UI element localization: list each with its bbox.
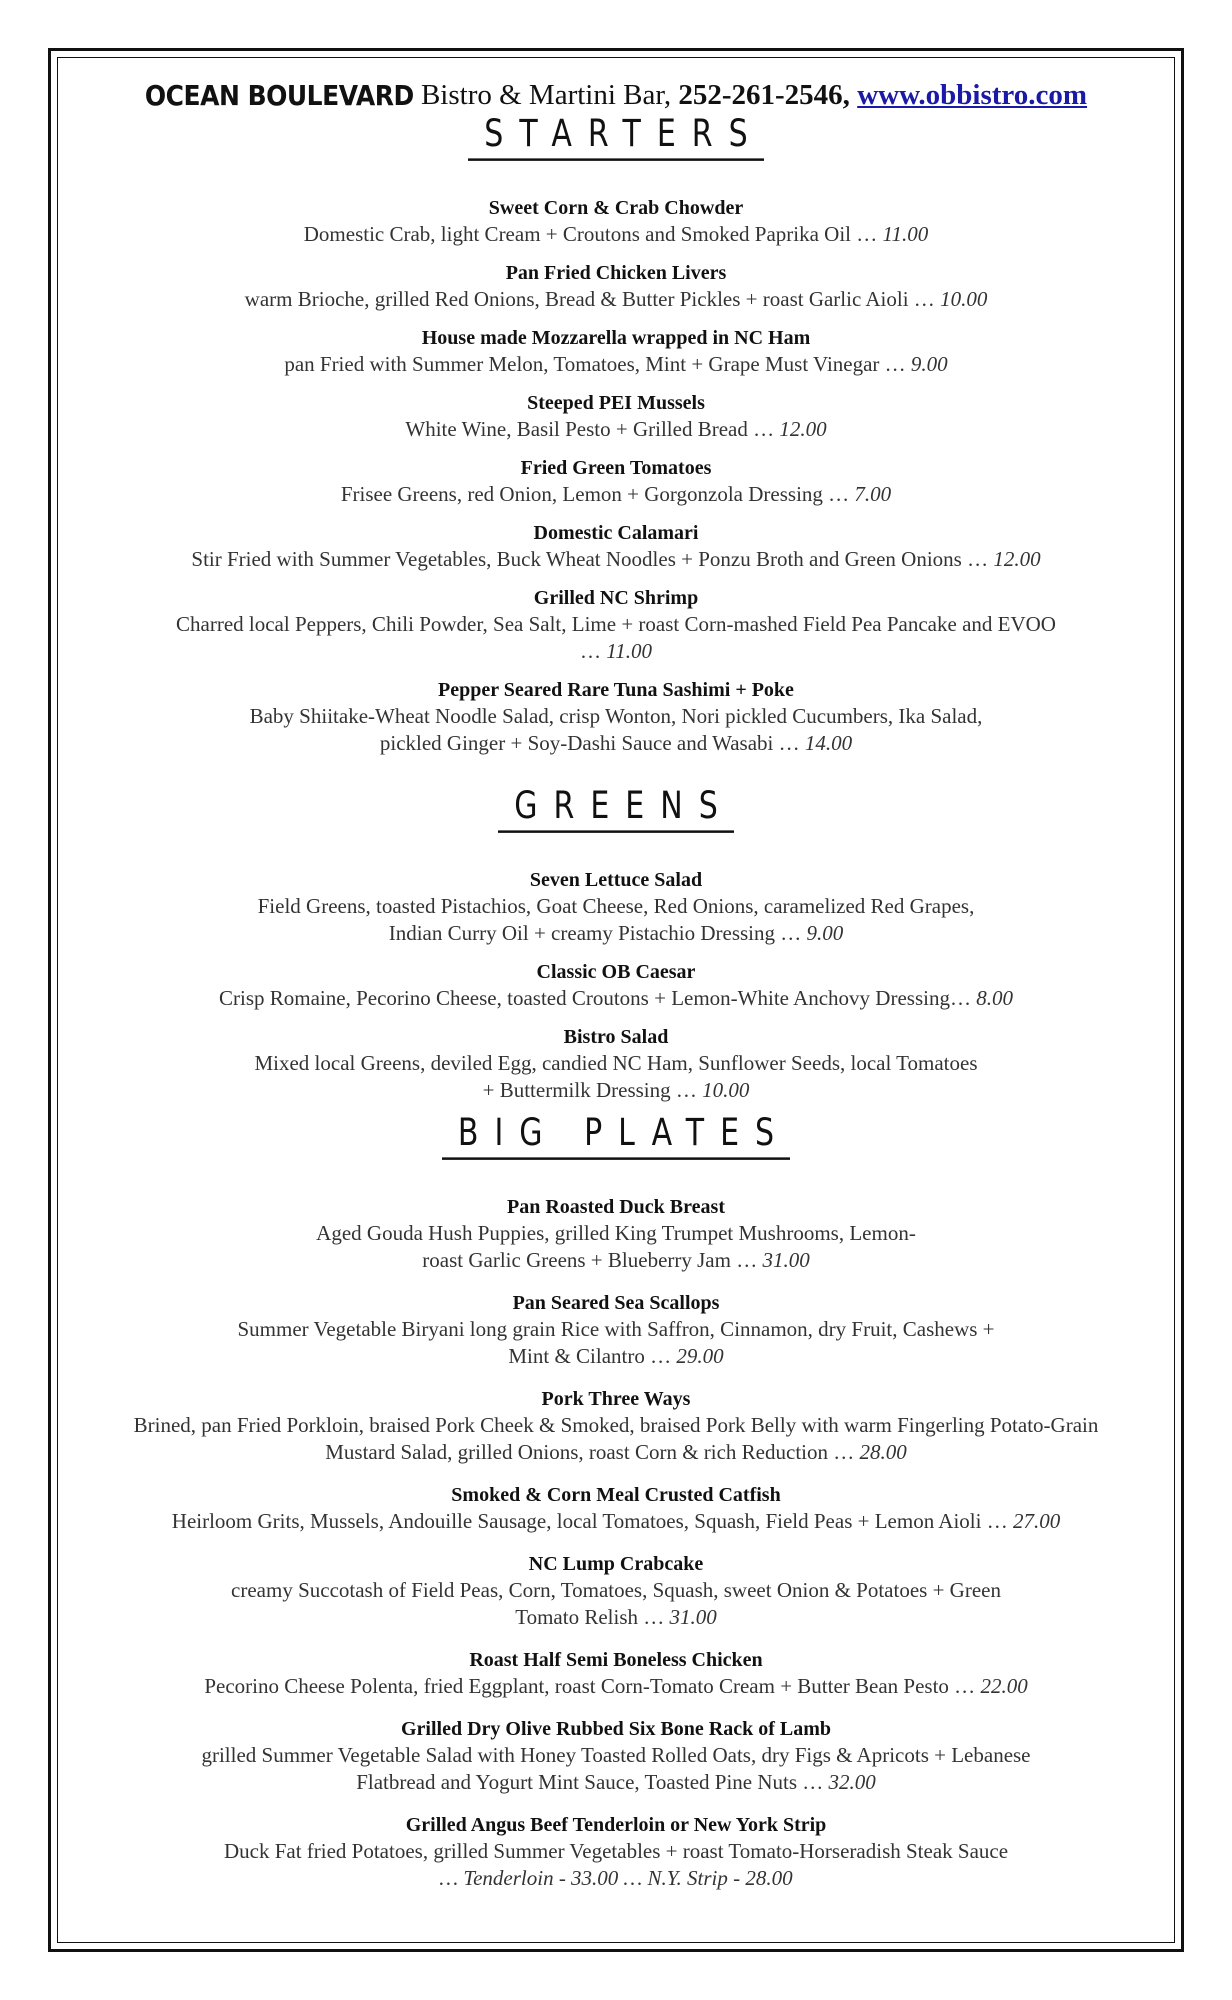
menu-item-price: 9.00 [806, 921, 844, 945]
menu-item [70, 867, 1162, 947]
menu-item-description [296, 1220, 936, 1274]
menu-item-price: 7.00 [854, 482, 892, 506]
menu-item-desc-text: Field Greens, toasted Pistachios, Goat Cheese, Red Onions, caramelized Red Grapes, Indian Curry Oil + creamy Pistachio Dressing … [257, 894, 975, 945]
menu-item-name: Steeped PEI Mussels [527, 392, 705, 414]
menu-item-desc-text: Stir Fried with Summer Vegetables, Buck Wheat Noodles + Ponzu Broth and Green Onions … [191, 547, 994, 571]
menu-item-description [70, 1508, 1162, 1535]
menu-item-desc-text: Summer Vegetable Biryani long grain Rice with Saffron, Cinnamon, dry Fruit, Cashews + Mint & Cilantro … [237, 1317, 995, 1368]
restaurant-name: OCEAN BOULEVARD [144, 79, 414, 112]
menu-item-name: Sweet Corn & Crab Chowder [488, 197, 744, 219]
section-greens [70, 784, 1162, 1104]
menu-item [70, 455, 1162, 508]
starters-list [70, 195, 1162, 757]
menu-item [70, 260, 1162, 313]
menu-item-desc-text: Pecorino Cheese Polenta, fried Eggplant, roast Corn-Tomato Cream + Butter Bean Pesto … [204, 1674, 981, 1698]
menu-item-desc-text: Aged Gouda Hush Puppies, grilled King Trumpet Mushrooms, Lemon-roast Garlic Greens + Blueberry Jam … [316, 1221, 916, 1272]
menu-item-price: 12.00 [779, 417, 827, 441]
section-title-starters: STARTERS [468, 112, 763, 161]
menu-item-name: Bistro Salad [563, 1026, 669, 1048]
menu-item-description [236, 703, 996, 757]
menu-item [70, 520, 1162, 573]
menu-item-desc-text: Brined, pan Fried Porkloin, braised Pork Cheek & Smoked, braised Pork Belly with warm Fingerling Potato-Grain Mustard Salad, grilled Onions, roast Corn & rich Reduction … [133, 1413, 1099, 1464]
menu-item-description [186, 1742, 1046, 1796]
menu-item-desc-text: Duck Fat fried Potatoes, grilled Summer Vegetables + roast Tomato-Horseradish Steak Sauce [223, 1839, 1009, 1863]
menu-item-desc-text: Crisp Romaine, Pecorino Cheese, toasted Croutons + Lemon-White Anchovy Dressing… [219, 986, 977, 1010]
menu-content [70, 70, 1162, 1908]
menu-item-price: 27.00 [1012, 1509, 1061, 1533]
menu-item-name: Pepper Seared Rare Tuna Sashimi + Poke [438, 679, 794, 701]
menu-item-name: Smoked & Corn Meal Crusted Catfish [451, 1484, 781, 1506]
phone-number: 252-261-2546, [678, 79, 858, 111]
menu-item [70, 325, 1162, 378]
menu-item-name: Pan Roasted Duck Breast [507, 1196, 725, 1218]
section-starters [70, 112, 1162, 757]
menu-item-name: Classic OB Caesar [536, 961, 696, 983]
menu-item-name: Roast Half Semi Boneless Chicken [469, 1649, 763, 1671]
menu-item-description [236, 1316, 996, 1370]
menu-item-price: 28.00 [859, 1440, 907, 1464]
restaurant-subtitle: Bistro & Martini Bar, [413, 79, 679, 111]
menu-item-description [246, 1050, 986, 1104]
menu-item [70, 1024, 1162, 1104]
menu-item [70, 677, 1162, 757]
restaurant-header [70, 76, 1162, 115]
menu-item-name: Grilled Angus Beef Tenderloin or New York Strip [405, 1814, 827, 1836]
menu-item-name: Pan Seared Sea Scallops [512, 1292, 720, 1314]
menu-item [70, 1290, 1162, 1370]
menu-item-description [70, 985, 1162, 1012]
menu-item [70, 585, 1162, 665]
menu-item [70, 1551, 1162, 1631]
menu-item-name: Pan Fried Chicken Livers [505, 262, 727, 284]
menu-item-name: Domestic Calamari [533, 522, 699, 544]
menu-item-price: 8.00 [976, 986, 1013, 1010]
menu-item-price: 11.00 [606, 639, 652, 663]
section-big-plates [70, 1111, 1162, 1892]
menu-item-description [70, 546, 1162, 573]
menu-item-desc-text: Heirloom Grits, Mussels, Andouille Sausage, local Tomatoes, Squash, Field Peas + Lemon Aioli … [171, 1509, 1013, 1533]
menu-item-price: 22.00 [980, 1674, 1028, 1698]
menu-item-description [70, 481, 1162, 508]
menu-item-desc-text: Domestic Crab, light Cream + Croutons and Smoked Paprika Oil … [303, 222, 883, 246]
menu-item-desc-text: Baby Shiitake-Wheat Noodle Salad, crisp Wonton, Nori pickled Cucumbers, Ika Salad, pickled Ginger + Soy-Dashi Sauce and Wasabi … [249, 704, 983, 755]
menu-item [70, 195, 1162, 248]
menu-item-price: … Tenderloin - 33.00 … N.Y. Strip - 28.00 [439, 1866, 793, 1890]
menu-item-desc-text: warm Brioche, grilled Red Onions, Bread & Butter Pickles + roast Garlic Aioli … [244, 287, 941, 311]
menu-item [70, 1716, 1162, 1796]
menu-item [70, 1482, 1162, 1535]
menu-item-price: 10.00 [940, 287, 988, 311]
menu-item [70, 1647, 1162, 1700]
section-title-greens: GREENS [498, 784, 734, 833]
menu-item-price: 31.00 [762, 1248, 810, 1272]
website-link[interactable]: www.obbistro.com [857, 79, 1088, 111]
menu-item-desc-text: Frisee Greens, red Onion, Lemon + Gorgonzola Dressing … [340, 482, 855, 506]
menu-item [70, 1386, 1162, 1466]
greens-list [70, 867, 1162, 1104]
menu-item-description [70, 286, 1162, 313]
menu-item-description [256, 893, 976, 947]
menu-item-desc-text: Charred local Peppers, Chili Powder, Sea Salt, Lime + roast Corn-mashed Field Pea Pancake and EVOO … [176, 612, 1056, 663]
menu-item-description [70, 1673, 1162, 1700]
menu-item-description [126, 1412, 1106, 1466]
menu-item-desc-text: creamy Succotash of Field Peas, Corn, Tomatoes, Squash, sweet Onion & Potatoes + Green Tomato Relish … [231, 1578, 1001, 1629]
menu-item-name: Grilled Dry Olive Rubbed Six Bone Rack of Lamb [400, 1718, 832, 1740]
menu-item-price: 10.00 [702, 1078, 750, 1102]
menu-item [70, 959, 1162, 1012]
menu-item-price: 32.00 [828, 1770, 876, 1794]
menu-item [70, 390, 1162, 443]
menu-item [70, 1194, 1162, 1274]
menu-item-desc-text: grilled Summer Vegetable Salad with Honey Toasted Rolled Oats, dry Figs & Apricots + Lebanese Flatbread and Yogurt Mint Sauce, Toasted Pine Nuts … [201, 1743, 1031, 1794]
menu-item-name: Grilled NC Shrimp [533, 587, 699, 609]
menu-item-description [70, 351, 1162, 378]
menu-item-price: 12.00 [993, 547, 1041, 571]
menu-item-desc-text: pan Fried with Summer Melon, Tomatoes, Mint + Grape Must Vinegar … [284, 352, 911, 376]
menu-item-name: Pork Three Ways [541, 1388, 691, 1410]
section-title-big-plates: BIG PLATES [442, 1111, 790, 1160]
menu-item-desc-text: White Wine, Basil Pesto + Grilled Bread … [405, 417, 780, 441]
menu-item [70, 1812, 1162, 1892]
menu-item-description [176, 611, 1056, 665]
menu-item-name: House made Mozzarella wrapped in NC Ham [421, 327, 811, 349]
menu-item-name: NC Lump Crabcake [528, 1553, 704, 1575]
menu-item-name: Fried Green Tomatoes [520, 457, 712, 479]
menu-item-description [70, 1838, 1162, 1892]
menu-item-price: 11.00 [882, 222, 929, 246]
menu-item-description [70, 416, 1162, 443]
menu-item-name: Seven Lettuce Salad [529, 869, 703, 891]
menu-item-description [70, 221, 1162, 248]
menu-item-price: 14.00 [804, 731, 853, 755]
menu-item-description [206, 1577, 1026, 1631]
menu-item-price: 29.00 [676, 1344, 724, 1368]
big-plates-list [70, 1194, 1162, 1892]
menu-item-price: 9.00 [910, 352, 948, 376]
menu-item-desc-text: Mixed local Greens, deviled Egg, candied NC Ham, Sunflower Seeds, local Tomatoes + Buttermilk Dressing … [254, 1051, 978, 1102]
menu-item-price: 31.00 [669, 1605, 717, 1629]
